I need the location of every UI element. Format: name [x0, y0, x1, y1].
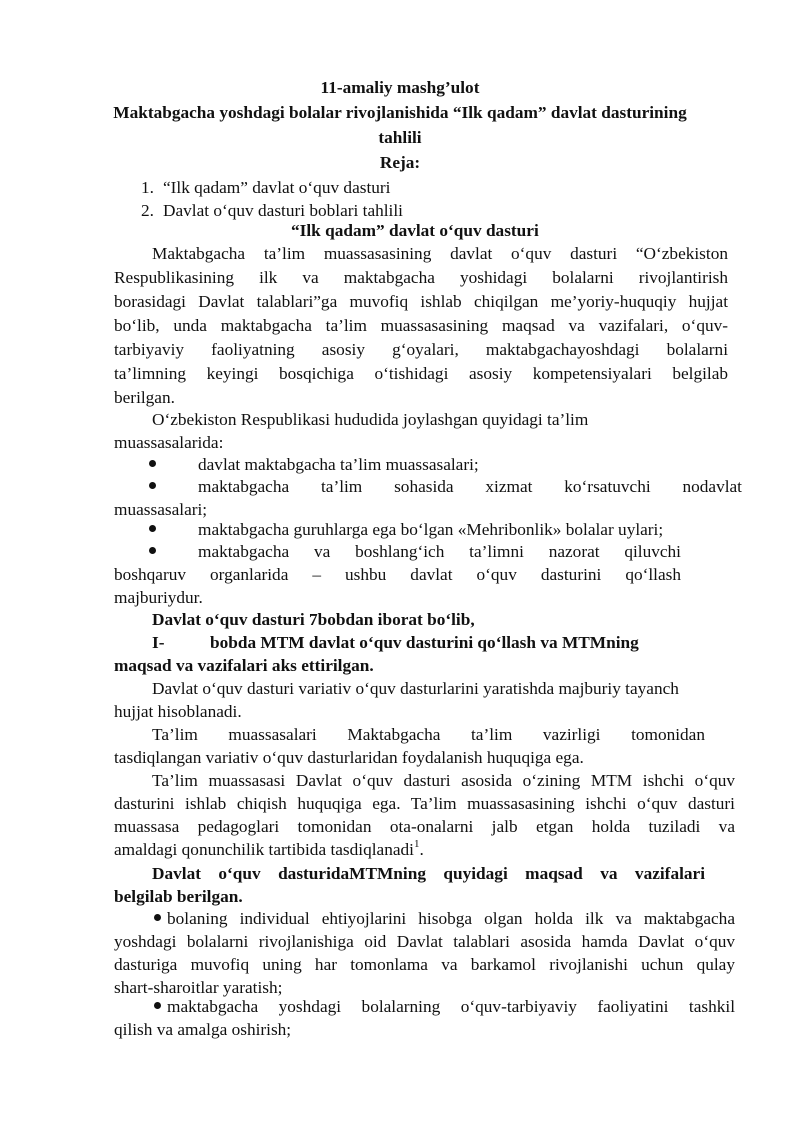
plan-item: Davlat o‘quv dasturi boblari tahlili [163, 201, 403, 220]
subtitle-line-1: Maktabgacha yoshdagi bolalar rivojlanishida “Ilk qadam” davlat dasturining [113, 103, 687, 122]
list-item-continuation: majburiydur. [114, 588, 203, 607]
paragraph-line: tasdiqlangan variativ o‘quv dasturlaridan foydalanish huquqiga ega. [114, 748, 584, 767]
list-item: maktabgacha guruhlarga ega bo‘lgan «Mehribonlik» bolalar uylari; [198, 520, 664, 539]
bullet-icon [154, 914, 161, 921]
paragraph-line: berilgan. [114, 388, 175, 407]
subtitle-line-2: tahlili [378, 128, 422, 147]
paragraph-line: muassasalarida: [114, 433, 224, 452]
plan-item-number: 2. [141, 201, 154, 220]
list-item: maktabgacha va boshlang‘ich ta’limni nazorat qiluvchi [198, 542, 681, 561]
paragraph-line: tarbiyaviy faoliyatning asosiy g‘oyalari, maktabgachayoshdagi bolalarni [114, 340, 728, 359]
chapter-description: maqsad va vazifalari aks ettirilgan. [114, 656, 374, 675]
paragraph-line: Ta’lim muassasasi Davlat o‘quv dasturi asosida o‘zining MTM ishchi o‘quv [152, 771, 735, 790]
goal-item-continuation: shart-sharoitlar yaratish; [114, 978, 283, 997]
paragraph-line: ta’limning keyingi bosqichiga o‘tishidagi asosiy kompetensiyalari belgilab [114, 364, 728, 383]
paragraph-line [114, 838, 424, 861]
goal-item: bolaning individual ehtiyojlarini hisobga olgan holda ilk va maktabgacha [167, 909, 735, 928]
plan-item-number: 1. [141, 178, 154, 197]
goals-heading: Davlat o‘quv dasturidaMTMning quyidagi maqsad va vazifalari [152, 864, 705, 883]
footnote-reference[interactable]: 1 [413, 838, 420, 851]
bullet-icon [149, 482, 156, 489]
paragraph-punctuation: . [419, 840, 424, 859]
paragraph-line: borasidagi Davlat talablari”ga muvofiq ishlab chiqilgan me’yoriy-huquqiy hujjat [114, 292, 728, 311]
paragraph-line: O‘zbekiston Respublikasi hududida joylashgan quyidagi ta’lim [152, 410, 589, 429]
plan-item: “Ilk qadam” davlat o‘quv dasturi [163, 178, 391, 197]
list-item-continuation: muassasalari; [114, 500, 208, 519]
chapter-description: bobda MTM davlat o‘quv dasturini qo‘llash va MTMning [210, 633, 639, 652]
paragraph-line: dasturini ishlab chiqish huquqiga ega. Ta’lim muassasasining ishchi o‘quv dasturi [114, 794, 735, 813]
paragraph-line: hujjat hisoblanadi. [114, 702, 242, 721]
paragraph-line: Maktabgacha ta’lim muassasasining davlat o‘quv dasturi “O‘zbekiston [152, 244, 728, 263]
chapters-heading: Davlat o‘quv dasturi 7bobdan iborat bo‘lib, [152, 610, 475, 629]
plan-title: Reja: [379, 153, 421, 172]
list-item: maktabgacha ta’lim sohasida xizmat ko‘rsatuvchi nodavlat [198, 477, 742, 496]
goal-item-continuation: yoshdagi bolalarni rivojlanishiga oid Davlat talablari asosida hamda Davlat o‘quv [114, 932, 735, 951]
section-title: “Ilk qadam” davlat o‘quv dasturi [291, 221, 539, 240]
chapter-number: I- [152, 633, 165, 652]
page-title: 11-amaliy mashg’ulot [320, 78, 480, 97]
goal-item-continuation: qilish va amalga oshirish; [114, 1020, 292, 1039]
goal-item-continuation: dasturiga muvofiq uning har tomonlama va barkamol rivojlanishi uchun qulay [114, 955, 735, 974]
paragraph-line: Davlat o‘quv dasturi variativ o‘quv dasturlarini yaratishda majburiy tayanch [152, 679, 679, 698]
goal-item: maktabgacha yoshdagi bolalarning o‘quv-tarbiyaviy faoliyatini tashkil [167, 997, 735, 1016]
bullet-icon [154, 1002, 161, 1009]
paragraph-line: bo‘lib, unda maktabgacha ta’lim muassasasining maqsad va vazifalari, o‘quv- [114, 316, 728, 335]
bullet-icon [149, 547, 156, 554]
list-item-continuation: boshqaruv organlarida – ushbu davlat o‘quv dasturini qo‘llash [114, 565, 681, 584]
paragraph-line: muassasa pedagoglari tomonidan ota-onalarni jalb etgan holda tuziladi va [114, 817, 735, 836]
list-item: davlat maktabgacha ta’lim muassasalari; [198, 455, 479, 474]
paragraph-line: Ta’lim muassasalari Maktabgacha ta’lim vazirligi tomonidan [152, 725, 705, 744]
bullet-icon [149, 525, 156, 532]
paragraph-text: amaldagi qonunchilik tartibida tasdiqlanadi [114, 840, 414, 859]
bullet-icon [149, 460, 156, 467]
paragraph-line: Respublikasining ilk va maktabgacha yoshidagi bolalarni rivojlantirish [114, 268, 728, 287]
goals-heading: belgilab berilgan. [114, 887, 243, 906]
